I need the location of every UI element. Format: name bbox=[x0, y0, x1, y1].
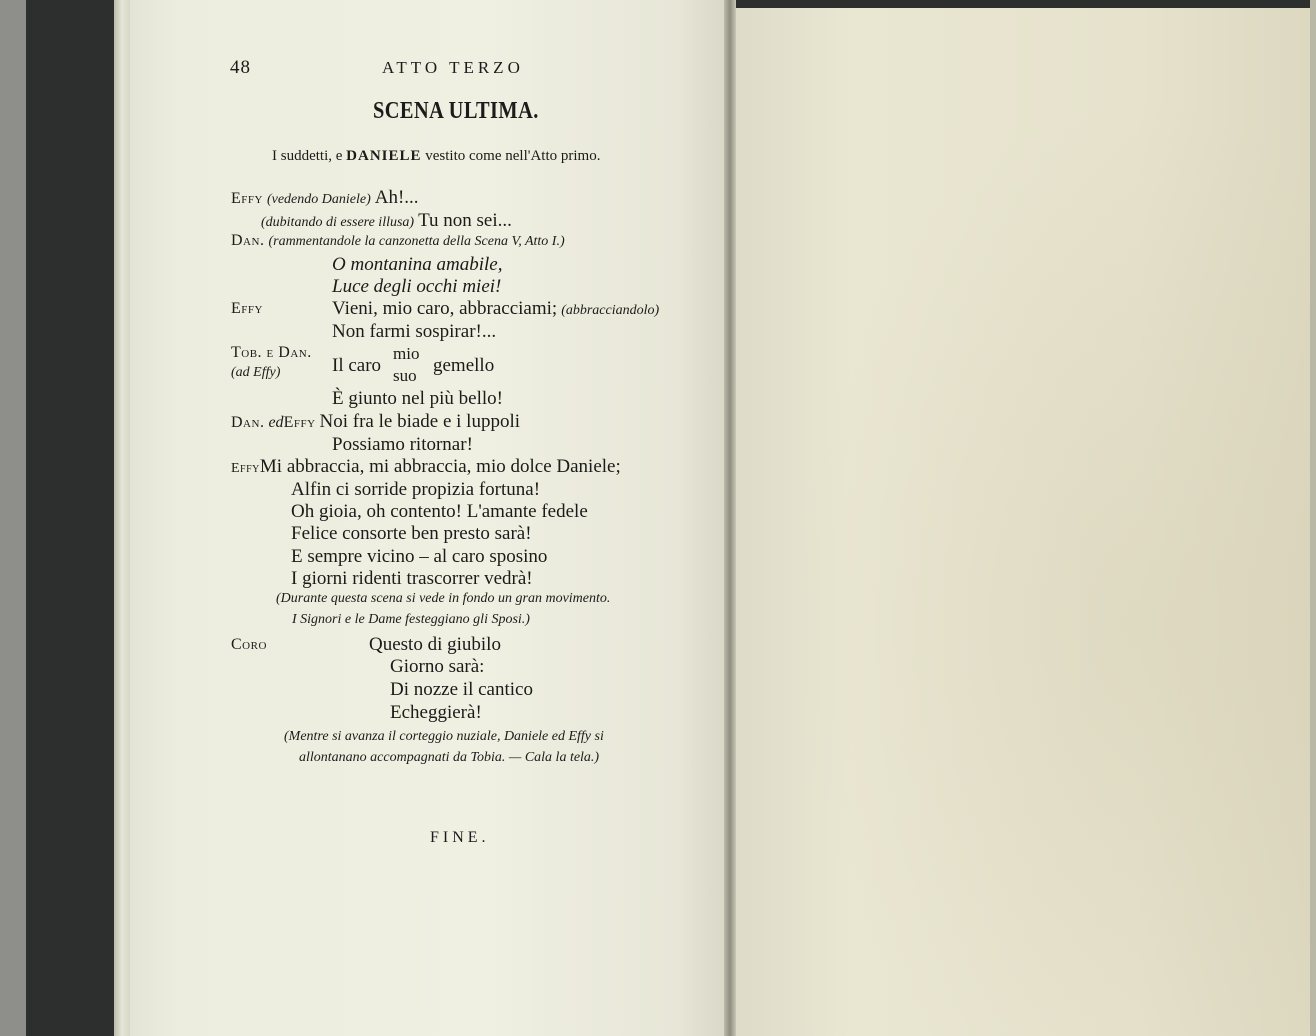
line-6 bbox=[332, 298, 659, 320]
verse-line: Giorno sarà: bbox=[390, 656, 485, 677]
right-page bbox=[736, 8, 1310, 1036]
verse-text: Noi fra le biade e i luppoli bbox=[319, 411, 521, 432]
book-gutter bbox=[724, 0, 736, 1036]
line-2 bbox=[261, 210, 512, 232]
verse-variant-top: mio bbox=[393, 344, 420, 363]
verse-post: gemello bbox=[433, 355, 495, 376]
verse-text: Ah!... bbox=[374, 187, 419, 208]
stage-direction: I Signori e le Dame festeggiano gli Sposi.) bbox=[292, 612, 530, 627]
intro-name: DANIELE bbox=[346, 148, 422, 164]
verse-text: Tu non sei... bbox=[418, 210, 512, 231]
verse-line: Non farmi sospirar!... bbox=[332, 321, 497, 342]
running-head: ATTO TERZO bbox=[382, 58, 524, 77]
verse-line: Felice consorte ben presto sarà! bbox=[291, 523, 532, 544]
stage-direction: (dubitando di essere illusa) bbox=[261, 215, 415, 230]
stage-direction: (rammentandole la canzonetta della Scena V, Atto I.) bbox=[268, 234, 565, 249]
end-marker: FINE. bbox=[430, 829, 490, 846]
verse-line: È giunto nel più bello! bbox=[332, 388, 503, 409]
speaker-effy: Effy bbox=[231, 190, 263, 207]
speaker-effy: Effy bbox=[231, 461, 260, 476]
speaker-dan: Dan. bbox=[231, 232, 265, 249]
stage-direction-intro bbox=[272, 148, 600, 165]
stage-direction: (vedendo Daniele) bbox=[266, 192, 371, 207]
stage-direction: allontanano accompagnati da Tobia. — Cala la tela.) bbox=[299, 750, 600, 765]
verse-text: Mi abbraccia, mi abbraccia, mio dolce Daniele; bbox=[259, 456, 621, 477]
speaker-effy: Effy bbox=[283, 414, 316, 431]
stage-direction: (Durante questa scena si vede in fondo un gran movimento. bbox=[276, 591, 611, 606]
verse-line: Possiamo ritornar! bbox=[332, 434, 473, 455]
speaker-tob-dan: Tob. e Dan. bbox=[231, 344, 312, 361]
speaker-direction: (ad Effy) bbox=[231, 365, 281, 380]
verse-line: I giorni ridenti trascorrer vedrà! bbox=[291, 568, 533, 589]
verse-pre: Il caro bbox=[332, 355, 382, 376]
line-1 bbox=[231, 187, 419, 209]
line-12 bbox=[231, 456, 621, 478]
scene-title: SCENA ULTIMA. bbox=[373, 98, 539, 124]
verse-line: Echeggierà! bbox=[390, 702, 482, 723]
stage-direction: (Mentre si avanza il corteggio nuziale, Daniele ed Effy si bbox=[284, 729, 604, 744]
stage-direction: (abbracciandolo) bbox=[561, 303, 660, 318]
verse-line: Oh gioia, oh contento! L'amante fedele bbox=[291, 501, 588, 522]
line-10 bbox=[231, 411, 520, 433]
verse-line: O montanina amabile, bbox=[332, 254, 503, 275]
line-3 bbox=[231, 232, 565, 250]
verse-line: E sempre vicino – al caro sposino bbox=[291, 546, 548, 567]
verse-line: Alfin ci sorride propizia fortuna! bbox=[291, 479, 541, 500]
speaker-dan: Dan. bbox=[231, 414, 265, 431]
intro-after: vestito come nell'Atto primo. bbox=[425, 148, 601, 164]
right-page-edge bbox=[1310, 0, 1316, 1036]
conjunction: ed bbox=[268, 414, 284, 431]
right-page-shading bbox=[736, 8, 1310, 1036]
verse-text: Vieni, mio caro, abbracciami; bbox=[332, 298, 558, 319]
speaker-effy: Effy bbox=[231, 300, 263, 317]
verse-variant-bottom: suo bbox=[393, 366, 417, 385]
background-strip bbox=[0, 0, 26, 1036]
intro-before: I suddetti, e bbox=[272, 148, 343, 164]
verse-line: Di nozze il cantico bbox=[390, 679, 533, 700]
page-number: 48 bbox=[230, 57, 251, 78]
verse-line: Questo di giubilo bbox=[369, 634, 501, 655]
speaker-coro: Coro bbox=[231, 636, 267, 653]
verse-line: Luce degli occhi miei! bbox=[332, 276, 502, 297]
